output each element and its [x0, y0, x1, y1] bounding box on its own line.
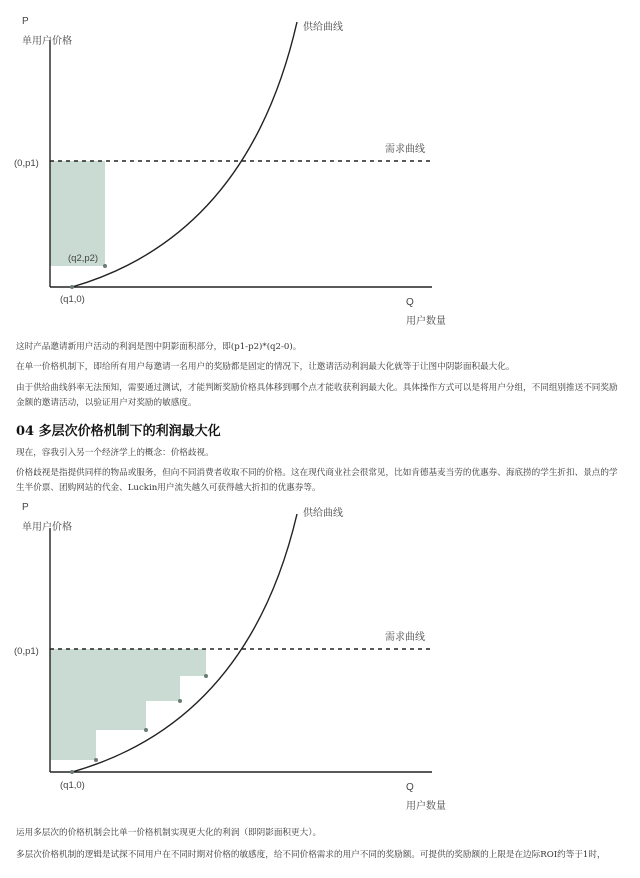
x-axis-label: 用户数量 [406, 801, 446, 812]
q1-point-dot [70, 770, 74, 774]
point-p1-label: (0,p1) [14, 158, 39, 169]
supply-curve-label: 供给曲线 [303, 22, 343, 33]
profit-shaded-steps [50, 649, 206, 760]
q2p2-point-dot [103, 264, 107, 268]
y-axis-label: 单用户价格 [22, 522, 72, 533]
q1-point-dot [70, 285, 74, 289]
paragraph-multi-tier-profit: 运用多层次的价格机制会比单一价格机制实现更大化的利润（即阴影面积更大）。 [16, 828, 322, 838]
y-axis-p-label: P [22, 502, 29, 513]
x-axis-q-label: Q [406, 297, 414, 308]
point-p1-label: (0,p1) [14, 646, 39, 657]
step-dot-1 [94, 758, 98, 762]
profit-shaded-area [50, 161, 105, 266]
demand-curve-label: 需求曲线 [385, 144, 425, 155]
step-dot-4 [204, 674, 208, 678]
demand-curve-label: 需求曲线 [385, 632, 425, 643]
supply-curve-label: 供给曲线 [303, 508, 343, 519]
point-q2p2-label: (q2,p2) [68, 253, 99, 264]
paragraph-price-discrimination-intro: 现在，容我引入另一个经济学上的概念：价格歧视。 [16, 448, 214, 458]
step-dot-2 [144, 728, 148, 732]
y-axis-label: 单用户价格 [22, 36, 72, 47]
x-axis-label: 用户数量 [406, 316, 446, 327]
point-q1-label: (q1,0) [60, 780, 85, 791]
paragraph-profit: 这时产品邀请新用户活动的利润是图中阴影面积部分，即(p1-p2)*(q2-0)。 [16, 342, 302, 352]
paragraph-testing: 由于供给曲线斜率无法预知，需要通过测试，才能判断奖励价格具体移到哪个点才能收获利润最大化。具体操作方式可以是将用户分组，不同组别推送不同奖励金额的邀请活动，以验证用户对奖励的敏感度。 [16, 383, 618, 408]
section-heading: 04 多层次价格机制下的利润最大化 [16, 424, 221, 439]
single-price-chart [0, 0, 640, 330]
point-q1-label: (q1,0) [60, 294, 85, 305]
multi-tier-price-chart [0, 498, 640, 816]
paragraph-single-price: 在单一价格机制下，即给所有用户每邀请一名用户的奖励都是固定的情况下，让邀请活动利润最大化就等于让图中阴影面积最大化。 [16, 362, 515, 372]
y-axis-p-label: P [22, 16, 29, 27]
step-dot-3 [178, 699, 182, 703]
supply-curve [72, 22, 297, 287]
supply-curve [72, 514, 297, 772]
x-axis-q-label: Q [406, 782, 414, 793]
paragraph-price-discrimination: 价格歧视是指提供同样的物品或服务，但向不同消费者收取不同的价格。这在现代商业社会很常见，比如肯德基麦当劳的优惠券、海底捞的学生折扣、景点的学生半价票、团购网站的代金、Luckin用户流失越久可获得越大折扣的优惠券等。 [16, 468, 618, 493]
paragraph-multi-tier-logic: 多层次价格机制的逻辑是试探不同用户在不同时期对价格的敏感度，给不同价格需求的用户不同的奖励额。可提供的奖励额的上限是在边际ROI约等于1时， [16, 850, 606, 860]
